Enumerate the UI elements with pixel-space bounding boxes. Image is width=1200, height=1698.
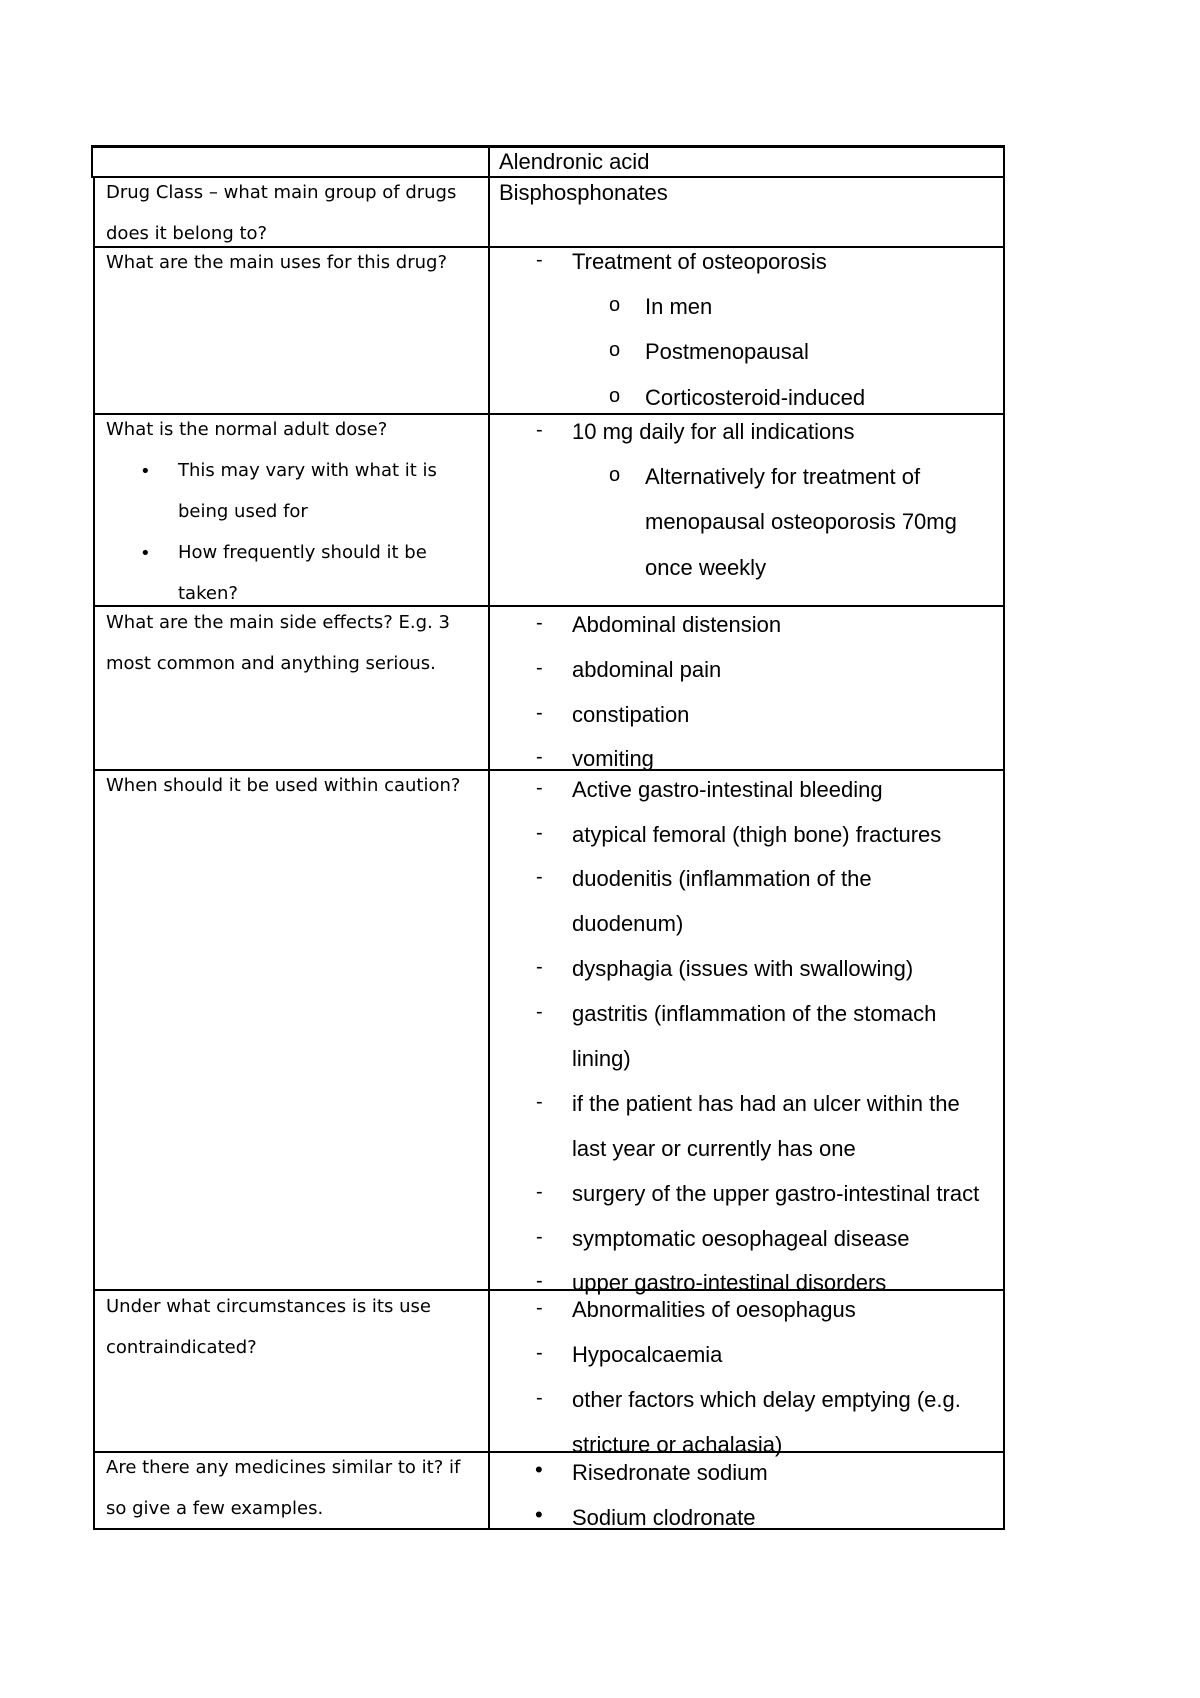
dash-marker: - (536, 612, 543, 634)
dash-marker: - (536, 1226, 543, 1248)
answer-contraindication-item: Abnormalities of oesophagus (572, 1297, 856, 1322)
answer-caution-item: atypical femoral (thigh bone) fractures (572, 822, 942, 847)
column-divider (488, 145, 490, 1530)
answer-dose-subitem-line-2: menopausal osteoporosis 70mg (645, 509, 957, 534)
dash-marker: - (536, 1091, 543, 1113)
header-left-border (91, 145, 93, 178)
table-right-border (1003, 145, 1005, 1530)
dash-marker: - (536, 1297, 543, 1319)
answer-caution-item: upper gastro-intestinal disorders (572, 1270, 887, 1295)
bullet-marker: • (535, 1457, 543, 1482)
question-dose-bullet-2-line-2: taken? (178, 583, 238, 604)
question-main-uses: What are the main uses for this drug? (106, 252, 448, 273)
bullet-marker: • (140, 543, 151, 564)
question-side-effects-line-1: What are the main side effects? E.g. 3 (106, 612, 450, 633)
question-similar-medicines-line-2: so give a few examples. (106, 1498, 324, 1519)
question-contraindications-line-1: Under what circumstances is its use (106, 1296, 431, 1317)
question-side-effects-line-2: most common and anything serious. (106, 653, 436, 674)
dash-marker: - (536, 702, 543, 724)
answer-side-effect-item: Abdominal distension (572, 612, 782, 637)
answer-uses-subitem: Postmenopausal (645, 339, 809, 364)
dash-marker: - (536, 1181, 543, 1203)
answer-caution-item: if the patient has had an ulcer within the (572, 1091, 960, 1116)
dash-marker: - (536, 1387, 543, 1409)
question-drug-class-line-1: Drug Class – what main group of drugs (106, 182, 457, 203)
answer-dose-item: 10 mg daily for all indications (572, 419, 855, 444)
answer-dose-subitem-line-3: once weekly (645, 555, 767, 580)
header-drug-name: Alendronic acid (499, 149, 650, 174)
question-dose-bullet-1-line-2: being used for (178, 501, 308, 522)
dash-marker: - (536, 956, 543, 978)
circle-marker: o (609, 385, 621, 407)
question-dose: What is the normal adult dose? (106, 419, 388, 440)
question-contraindications-line-2: contraindicated? (106, 1337, 257, 1358)
table-left-border (93, 176, 95, 1530)
answer-caution-item: surgery of the upper gastro-intestinal tract (572, 1181, 980, 1206)
dash-marker: - (536, 746, 543, 768)
dash-marker: - (536, 1001, 543, 1023)
bullet-marker: • (535, 1502, 543, 1527)
answer-uses-item: Treatment of osteoporosis (572, 249, 827, 274)
dash-marker: - (536, 249, 543, 271)
question-drug-class-line-2: does it belong to? (106, 223, 268, 244)
answer-caution-item-continued: lining) (572, 1046, 631, 1071)
answer-contraindication-item: other factors which delay emptying (e.g. (572, 1387, 961, 1412)
answer-side-effect-item: abdominal pain (572, 657, 722, 682)
answer-contraindication-item-continued: stricture or achalasia) (572, 1432, 783, 1457)
question-caution: When should it be used within caution? (106, 775, 461, 796)
answer-caution-item: Active gastro-intestinal bleeding (572, 777, 883, 802)
answer-drug-class: Bisphosphonates (499, 180, 668, 205)
answer-contraindication-item: Hypocalcaemia (572, 1342, 723, 1367)
answer-caution-item-continued: duodenum) (572, 911, 684, 936)
dash-marker: - (536, 1342, 543, 1364)
dash-marker: - (536, 657, 543, 679)
dash-marker: - (536, 866, 543, 888)
dash-marker: - (536, 777, 543, 799)
answer-caution-item-continued: last year or currently has one (572, 1136, 856, 1161)
dash-marker: - (536, 419, 543, 441)
answer-caution-item: duodenitis (inflammation of the (572, 866, 872, 891)
dash-marker: - (536, 822, 543, 844)
circle-marker: o (609, 339, 621, 361)
question-similar-medicines-line-1: Are there any medicines similar to it? if (106, 1457, 461, 1478)
answer-caution-item: gastritis (inflammation of the stomach (572, 1001, 937, 1026)
bullet-marker: • (140, 461, 151, 482)
answer-side-effect-item: vomiting (572, 746, 654, 771)
answer-caution-item: dysphagia (issues with swallowing) (572, 956, 914, 981)
answer-dose-subitem-line-1: Alternatively for treatment of (645, 464, 921, 489)
answer-similar-medicine: Risedronate sodium (572, 1460, 768, 1485)
answer-side-effect-item: constipation (572, 702, 690, 727)
answer-uses-subitem: In men (645, 294, 713, 319)
answer-caution-item: symptomatic oesophageal disease (572, 1226, 910, 1251)
dash-marker: - (536, 1270, 543, 1292)
circle-marker: o (609, 294, 621, 316)
circle-marker: o (609, 464, 621, 486)
question-dose-bullet-1-line-1: This may vary with what it is (178, 460, 437, 481)
answer-similar-medicine: Sodium clodronate (572, 1505, 756, 1530)
question-dose-bullet-2-line-1: How frequently should it be (178, 542, 427, 563)
answer-uses-subitem: Corticosteroid-induced (645, 385, 866, 410)
